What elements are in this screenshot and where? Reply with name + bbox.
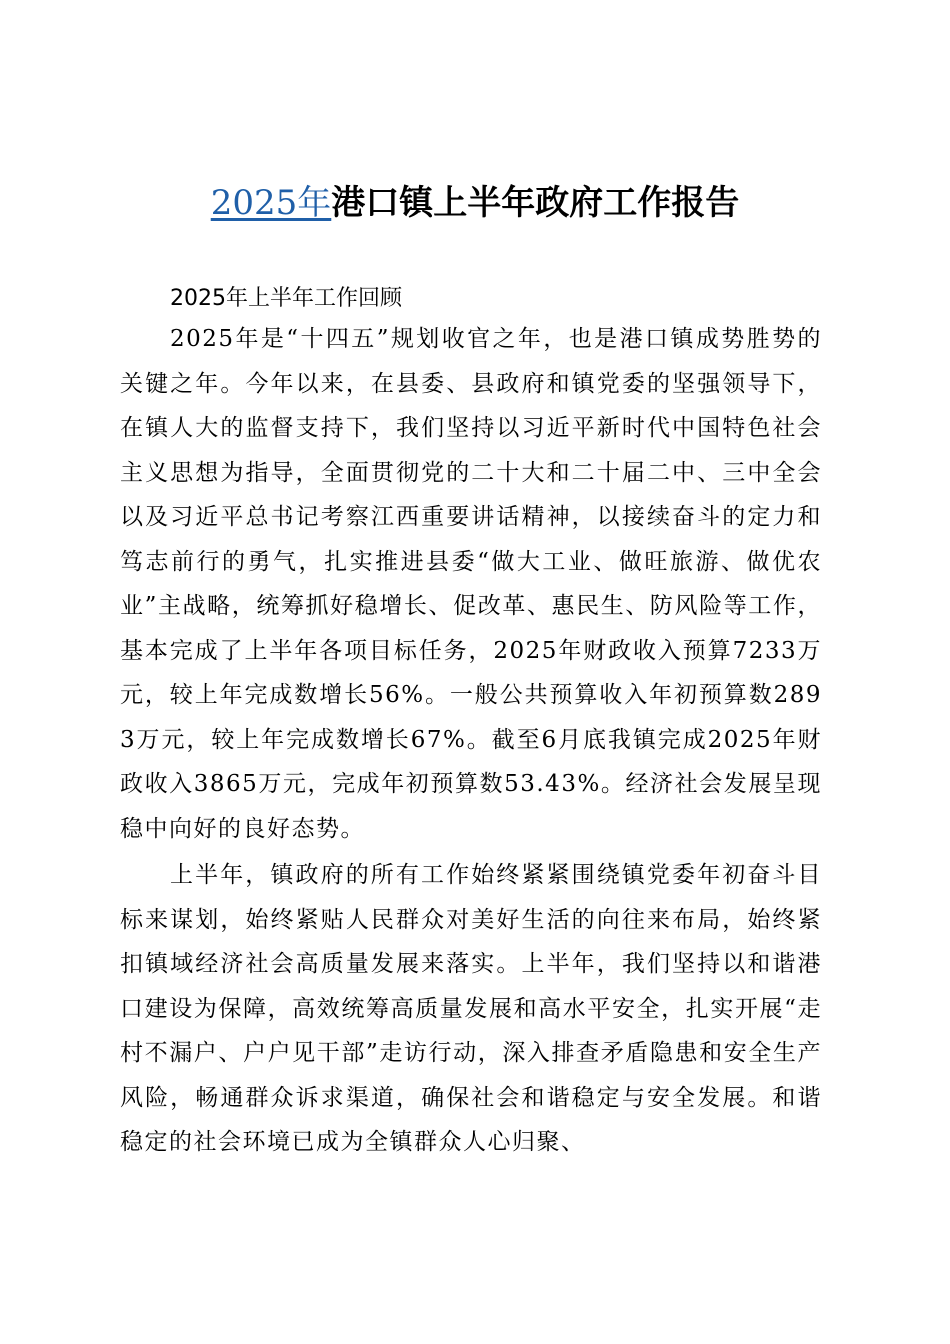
document-title (0, 178, 950, 228)
paragraph-1: 2025年是“十四五”规划收官之年，也是港口镇成势胜势的关键之年。今年以来，在县委、县政府和镇党委的坚强领导下，在镇人大的监督支持下，我们坚持以习近平新时代中国特色社会主义思想为指导，全面贯彻党的二十大和二十届二中、三中全会以及习近平总书记考察江西重要讲话精神，以接续奋斗的定力和笃志前行的勇气，扎实推进县委“做大工业、做旺旅游、做优农业”主战略，统筹抓好稳增长、促改革、惠民生、防风险等工作，基本完成了上半年各项目标任务，2025年财政收入预算7233万元，较上年完成数增长56%。一般公共预算收入年初预算数2893万元，较上年完成数增长67%。截至6月底我镇完成2025年财政收入3865万元，完成年初预算数53.43%。经济社会发展呈现稳中向好的良好态势。 (120, 326, 822, 842)
section-heading: 2025年上半年工作回顾 (170, 286, 402, 311)
title-year-link[interactable]: 2025年 (210, 183, 332, 223)
paragraph-2: 上半年，镇政府的所有工作始终紧紧围绕镇党委年初奋斗目标来谋划，始终紧贴人民群众对美好生活的向往来布局，始终紧扣镇域经济社会高质量发展来落实。上半年，我们坚持以和谐港口建设为保障，高效统筹高质量发展和高水平安全，扎实开展“走村不漏户、户户见干部”走访行动，深入排查矛盾隐患和安全生产风险，畅通群众诉求渠道，确保社会和谐稳定与安全发展。和谐稳定的社会环境已成为全镇群众人心归聚、 (120, 862, 822, 1155)
title-text: 港口镇上半年政府工作报告 (331, 183, 740, 223)
